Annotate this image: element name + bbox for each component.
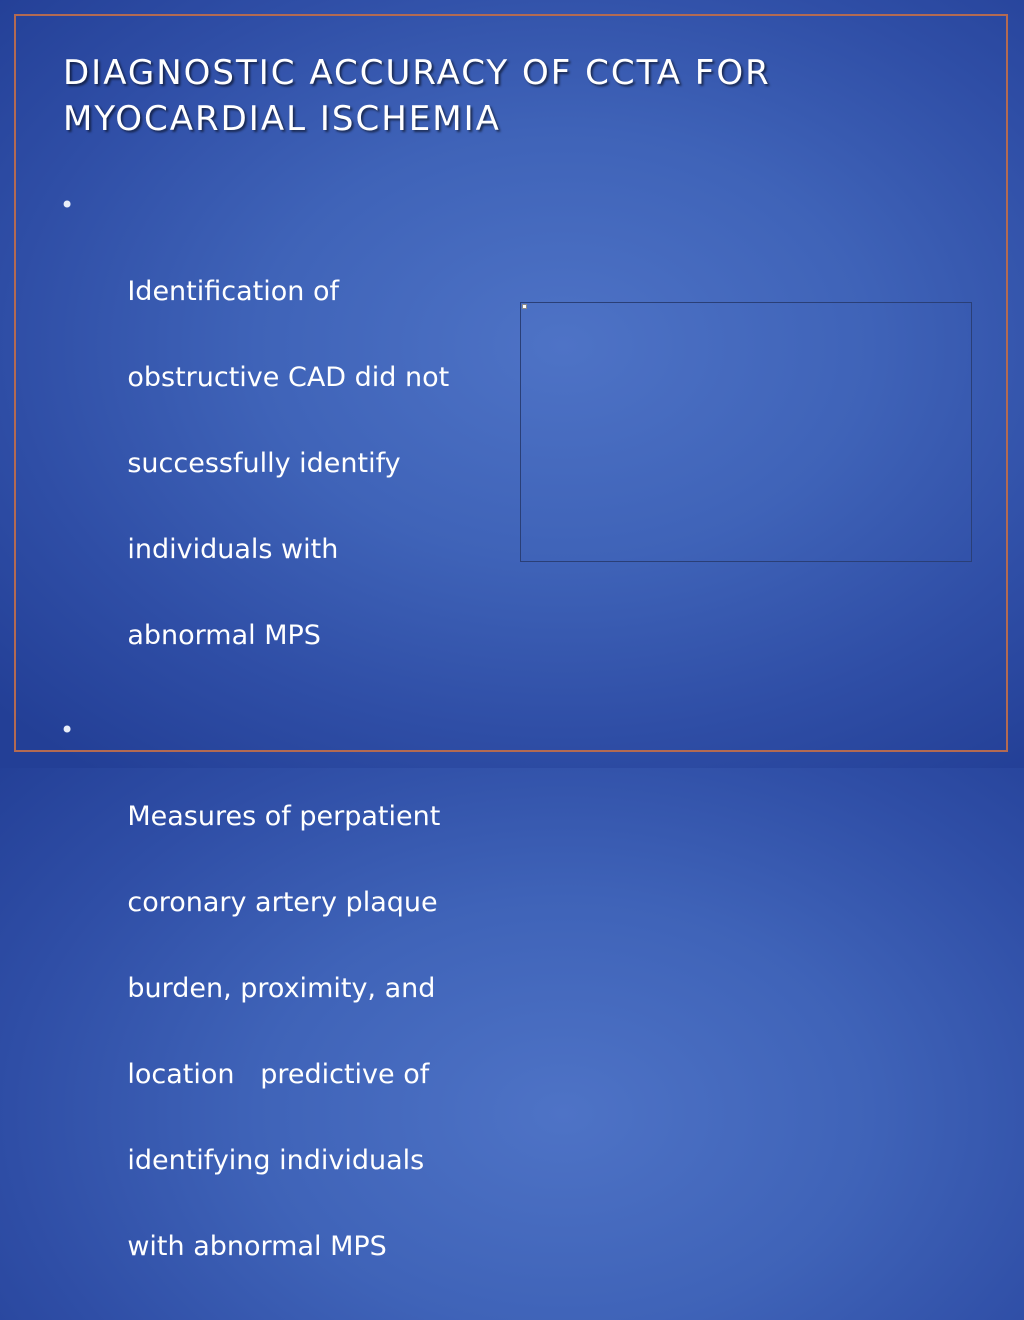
- bullet-item-2: [58, 709, 498, 1311]
- bullet-2-line-5: identifying individuals: [127, 1145, 425, 1176]
- bullet-2-line-1: Measures of perpatient: [127, 801, 441, 832]
- bullet-1-line-5: abnormal MPS: [127, 620, 321, 651]
- bullet-marker-icon: •: [60, 716, 75, 744]
- bullet-marker-icon: •: [60, 191, 75, 219]
- bullet-1-line-2: obstructive CAD did not: [127, 362, 450, 393]
- slide-title-line-1: DIAGNOSTIC ACCURACY OF CCTA FOR: [63, 53, 771, 93]
- bullet-item-1: [58, 184, 498, 700]
- slide-title: [63, 50, 963, 142]
- bullet-1-line-1: Identification of: [127, 276, 339, 307]
- image-placeholder: [520, 302, 972, 562]
- slide-title-line-2: MYOCARDIAL ISCHEMIA: [63, 99, 501, 139]
- bullet-2-line-3: burden, proximity, and: [127, 973, 436, 1004]
- broken-image-icon: [522, 304, 527, 309]
- bullet-2-line-2: coronary artery plaque: [127, 887, 438, 918]
- bullet-1-line-3: successfully identify: [127, 448, 401, 479]
- bullet-list: [58, 184, 498, 1320]
- bullet-1-line-4: individuals with: [127, 534, 339, 565]
- bullet-2-line-6: with abnormal MPS: [127, 1231, 387, 1262]
- bullet-2-line-4: location predictive of: [127, 1059, 430, 1090]
